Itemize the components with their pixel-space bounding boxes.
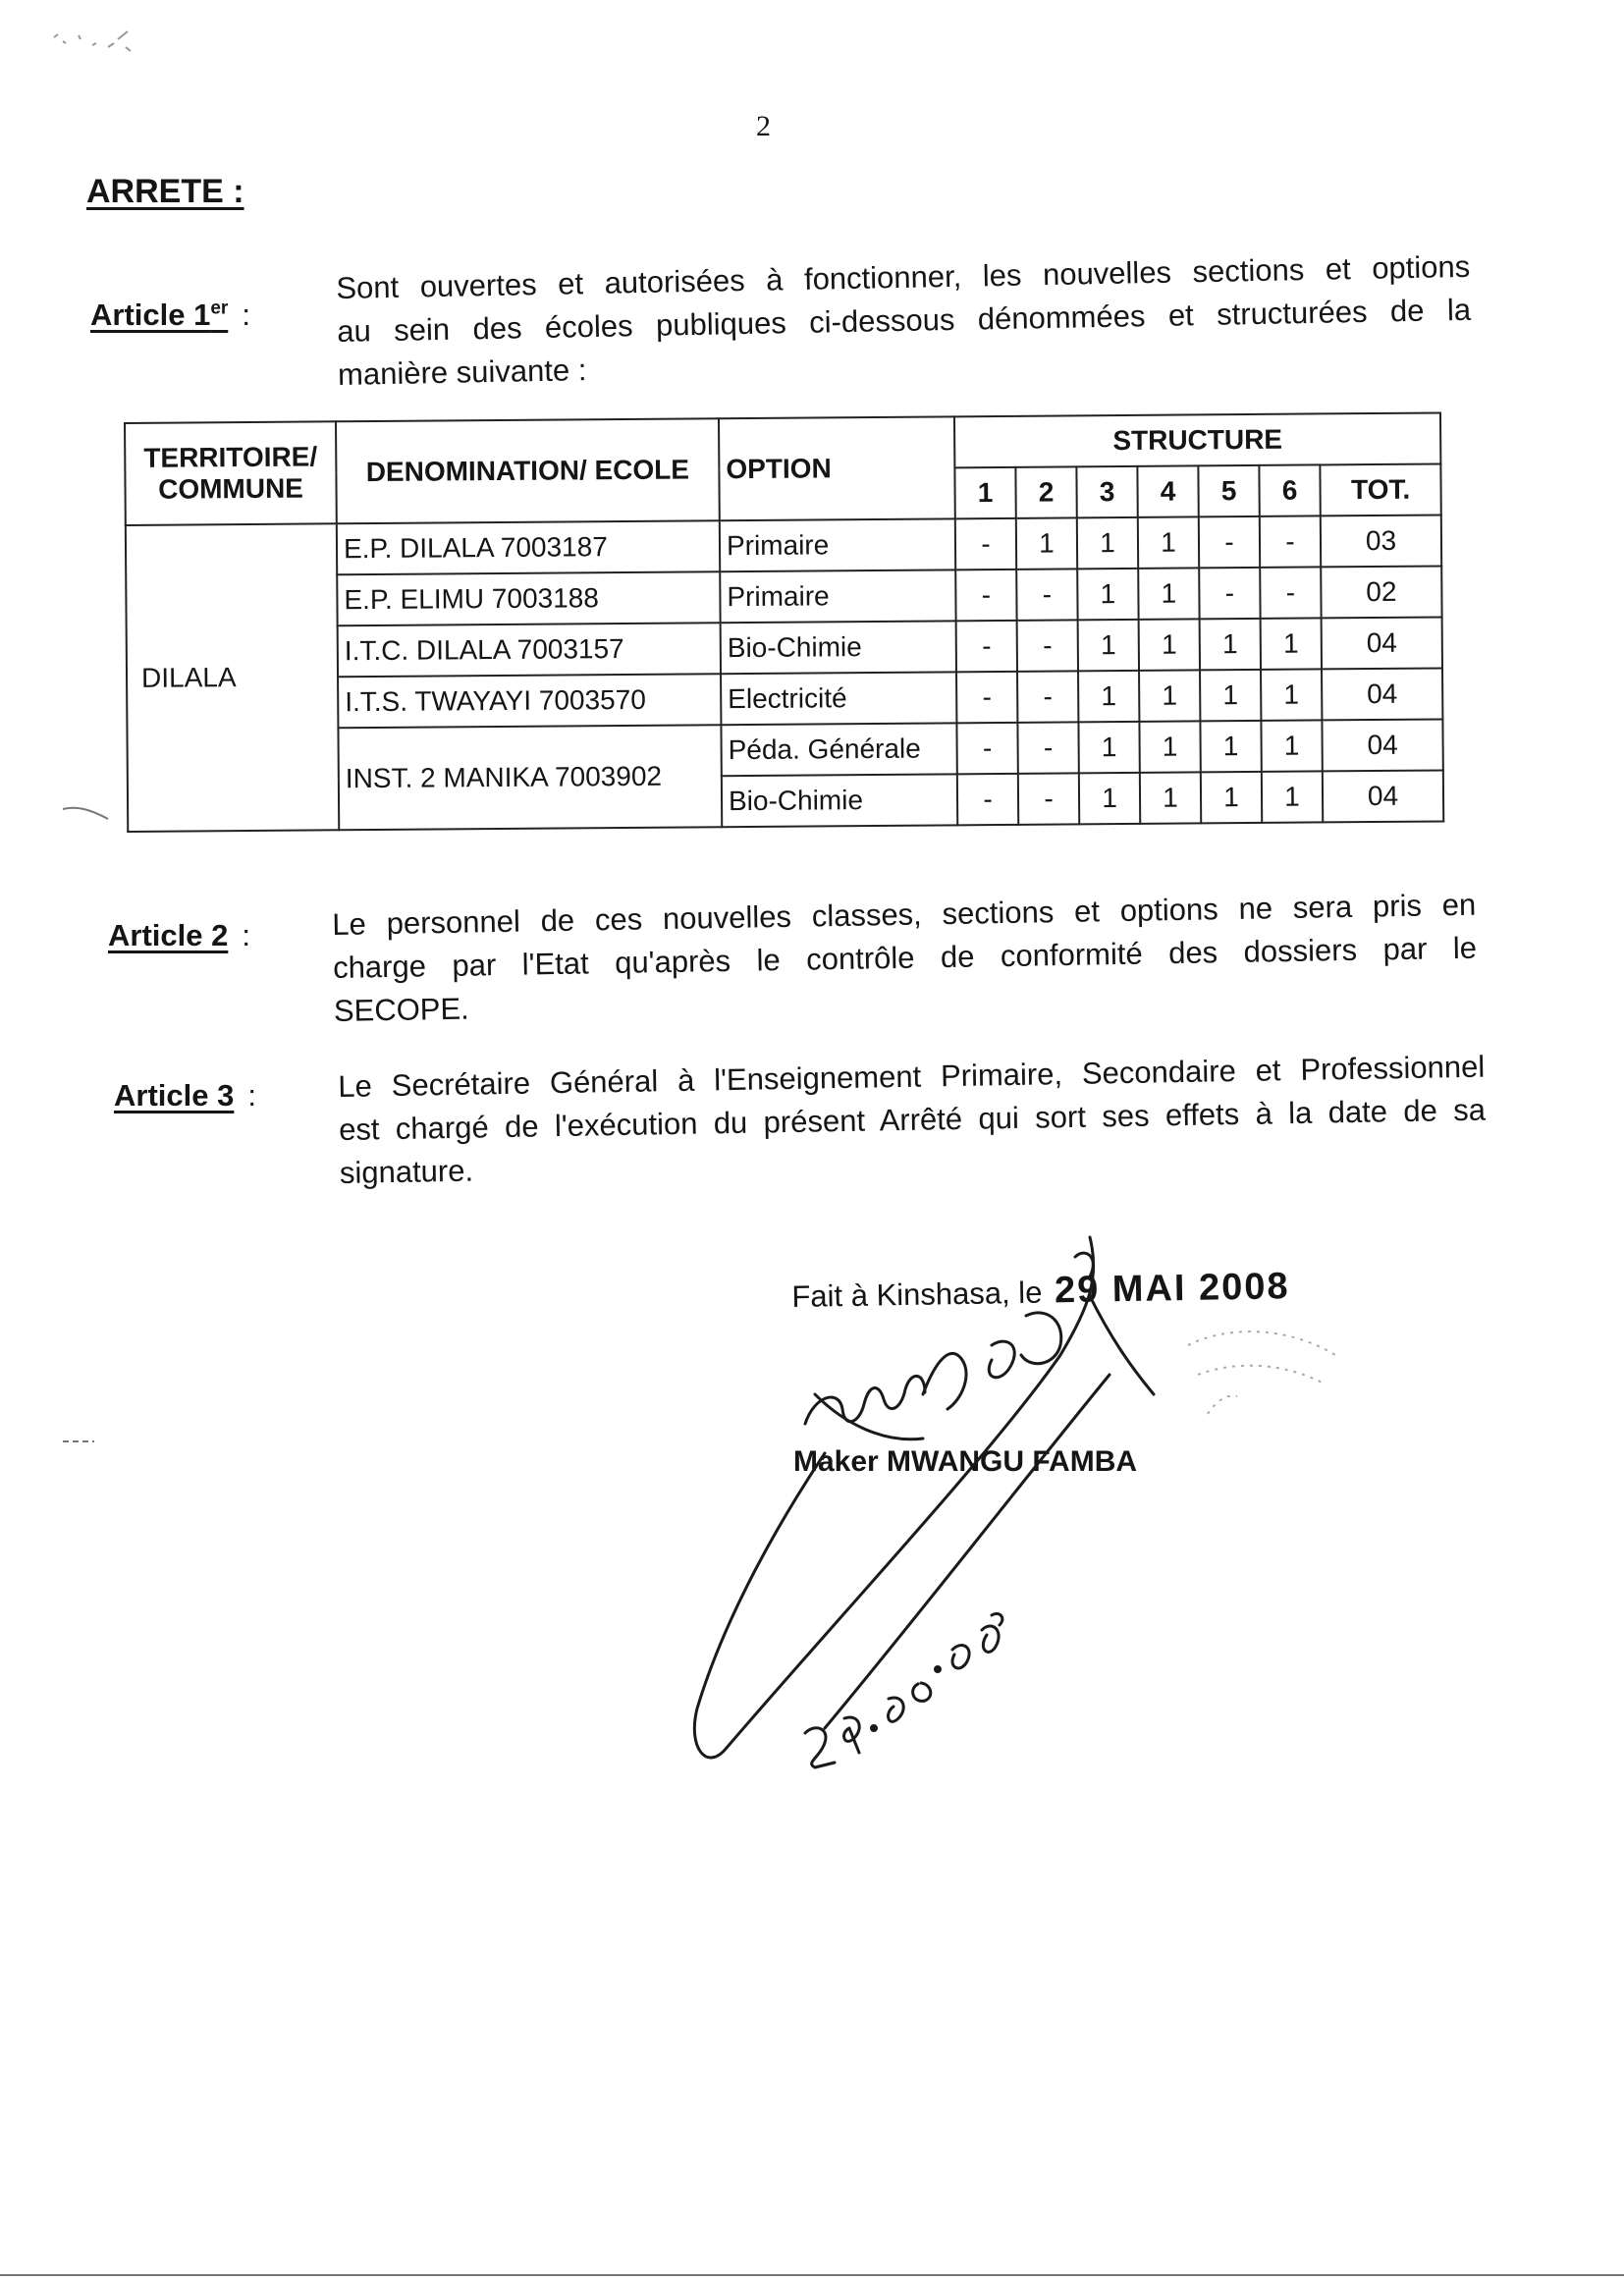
year-cell: 1 bbox=[1261, 720, 1322, 771]
year-cell: 1 bbox=[1078, 620, 1139, 671]
total-cell: 04 bbox=[1323, 770, 1443, 822]
total-cell: 02 bbox=[1321, 566, 1441, 618]
structure-table bbox=[124, 411, 1444, 833]
article-1-colon: : bbox=[242, 298, 250, 332]
header-denomination: DENOMINATION/ ECOLE bbox=[336, 418, 720, 523]
article-3-colon: : bbox=[247, 1078, 256, 1113]
header-year: 4 bbox=[1137, 465, 1198, 516]
article-1-line: au sein des écoles publiques ci-dessous dénommées et structurées de la bbox=[336, 292, 1472, 349]
stamp-residue bbox=[1168, 1306, 1365, 1443]
year-cell: 1 bbox=[1077, 569, 1138, 620]
article-3-text bbox=[338, 1046, 1487, 1195]
article-1-label-sup: er bbox=[210, 298, 229, 319]
scan-artifact-mark bbox=[49, 18, 177, 67]
article-2-line: SECOPE. bbox=[333, 991, 470, 1028]
header-option: OPTION bbox=[719, 416, 955, 520]
school-cell: I.T.S. TWAYAYI 7003570 bbox=[338, 674, 721, 728]
year-cell: - bbox=[1017, 620, 1078, 671]
year-cell: - bbox=[955, 570, 1016, 621]
year-cell: 1 bbox=[1078, 671, 1139, 722]
year-cell: - bbox=[956, 723, 1017, 774]
header-structure: STRUCTURE bbox=[954, 412, 1440, 467]
margin-mark bbox=[59, 1434, 108, 1449]
year-cell: 1 bbox=[1201, 772, 1262, 823]
article-2-colon: : bbox=[242, 918, 250, 952]
header-year: 3 bbox=[1076, 466, 1137, 517]
year-cell: - bbox=[1260, 516, 1321, 567]
header-year: 6 bbox=[1259, 464, 1320, 516]
year-cell: 1 bbox=[1139, 721, 1200, 772]
year-cell: - bbox=[957, 774, 1018, 825]
page-number: 2 bbox=[756, 110, 771, 142]
option-cell: Primaire bbox=[720, 570, 955, 623]
option-cell: Péda. Générale bbox=[721, 723, 956, 776]
year-cell: 1 bbox=[1200, 619, 1261, 670]
year-cell: 1 bbox=[1078, 722, 1139, 773]
article-1-line: manière suivante : bbox=[337, 353, 587, 392]
year-cell: - bbox=[1016, 569, 1077, 620]
year-cell: 1 bbox=[1138, 516, 1199, 568]
article-1-label-text: Article 1 bbox=[90, 298, 211, 332]
year-cell: 1 bbox=[1200, 670, 1261, 721]
total-cell: 04 bbox=[1322, 719, 1442, 771]
article-2-label bbox=[108, 918, 250, 953]
date-stamp: 29 MAI 2008 bbox=[1054, 1266, 1290, 1312]
header-year: 5 bbox=[1198, 465, 1259, 516]
school-cell: E.P. DILALA 7003187 bbox=[337, 520, 720, 574]
year-cell: 1 bbox=[1079, 773, 1140, 824]
year-cell: 1 bbox=[1139, 670, 1200, 721]
option-cell: Primaire bbox=[720, 518, 955, 571]
article-3-line: est chargé de l'exécution du présent Arrêté qui sort ses effets à la date de sa bbox=[338, 1092, 1487, 1147]
decree-heading: ARRETE : bbox=[86, 173, 244, 210]
article-3-line: Le Secrétaire Général à l'Enseignement Primaire, Secondaire et Professionnel bbox=[338, 1049, 1486, 1104]
total-cell: 04 bbox=[1322, 668, 1442, 720]
year-cell: 1 bbox=[1077, 517, 1138, 569]
year-cell: - bbox=[1017, 722, 1078, 773]
article-2-text bbox=[332, 884, 1478, 1033]
year-cell: - bbox=[1199, 516, 1260, 568]
year-cell: - bbox=[956, 621, 1017, 672]
option-cell: Electricité bbox=[721, 672, 956, 725]
margin-mark bbox=[59, 801, 118, 831]
header-year: 2 bbox=[1015, 466, 1076, 517]
year-cell: - bbox=[1199, 568, 1260, 619]
year-cell: 1 bbox=[1139, 619, 1200, 670]
total-cell: 04 bbox=[1322, 617, 1442, 669]
article-3-line: signature. bbox=[339, 1153, 474, 1190]
article-1-text bbox=[336, 245, 1472, 397]
year-cell: 1 bbox=[1016, 517, 1077, 569]
option-cell: Bio-Chimie bbox=[722, 774, 957, 827]
structure-table-wrapper bbox=[124, 411, 1442, 833]
year-cell: - bbox=[1018, 773, 1079, 824]
school-cell: E.P. ELIMU 7003188 bbox=[337, 571, 720, 625]
year-cell: 1 bbox=[1261, 669, 1322, 720]
signatory-name: Maker MWANGU FAMBA bbox=[793, 1445, 1138, 1478]
year-cell: 1 bbox=[1261, 618, 1322, 669]
place-text: Fait à Kinshasa, le bbox=[791, 1275, 1043, 1314]
article-1-line: Sont ouvertes et autorisées à fonctionner, les nouvelles sections et options bbox=[336, 248, 1471, 305]
year-cell: 1 bbox=[1140, 772, 1201, 823]
article-1-label bbox=[90, 298, 250, 333]
scan-bottom-edge bbox=[0, 2274, 1624, 2276]
header-total: TOT. bbox=[1320, 463, 1440, 516]
year-cell: 1 bbox=[1200, 721, 1261, 772]
year-cell: - bbox=[1017, 671, 1078, 722]
header-year: 1 bbox=[954, 467, 1015, 518]
territory-cell: DILALA bbox=[126, 523, 339, 832]
year-cell: 1 bbox=[1138, 568, 1199, 619]
school-cell: I.T.C. DILALA 7003157 bbox=[338, 623, 721, 677]
school-cell: INST. 2 MANIKA 7003902 bbox=[338, 725, 722, 830]
article-2-line: Le personnel de ces nouvelles classes, sections et options ne sera pris en bbox=[332, 887, 1477, 942]
article-2-label-text: Article 2 bbox=[108, 918, 229, 952]
year-cell: - bbox=[1260, 567, 1321, 618]
article-3-label bbox=[114, 1078, 256, 1113]
year-cell: - bbox=[955, 518, 1016, 570]
header-territoire: TERRITOIRE/ COMMUNE bbox=[125, 421, 337, 525]
article-3-label-text: Article 3 bbox=[114, 1078, 235, 1113]
total-cell: 03 bbox=[1321, 515, 1441, 567]
handwritten-signature bbox=[668, 1198, 1218, 1787]
year-cell: 1 bbox=[1262, 771, 1323, 822]
article-2-line: charge par l'Etat qu'après le contrôle de conformité des dossiers par le bbox=[332, 930, 1478, 985]
option-cell: Bio-Chimie bbox=[721, 621, 956, 674]
year-cell: - bbox=[956, 672, 1017, 723]
